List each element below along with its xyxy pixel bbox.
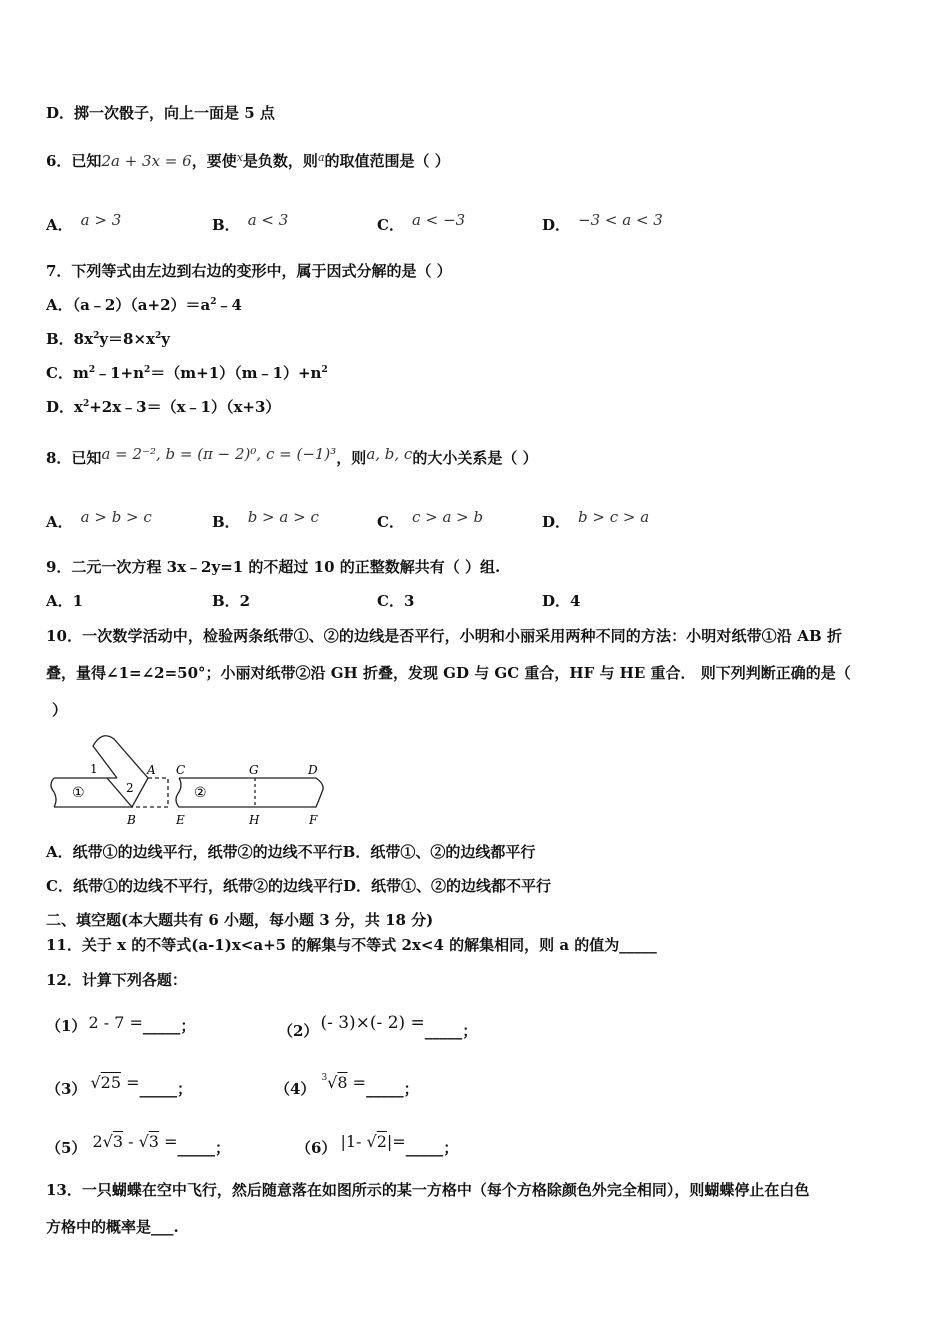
q8-option-a: A． a > b > c [46,508,152,531]
q9-stem: 9．二元一次方程 3x﹣2y=1 的不超过 10 的正整数解共有（ ）组. [46,558,501,576]
q13-line2: 方格中的概率是___. [46,1218,179,1236]
q6-option-c: C． a < −3 [377,211,466,234]
label-A: A [147,763,156,777]
q9-option-b: B．2 [212,592,251,610]
q6-option-d: D． −3 < a < 3 [542,211,663,234]
label-angle-2: 2 [126,781,134,795]
q5-option-d: D．掷一次骰子，向上一面是 5 点 [46,104,275,122]
section-2-heading: 二、填空题(本大题共有 6 小题，每小题 3 分，共 18 分) [46,911,434,929]
q7-option-a: A．$(a﹣2)(a+2)=a^2﹣4$ [46,296,242,314]
q12-part-2: （2） (- 3)×(- 2) =_____； [278,1013,478,1040]
q8-option-b: B． b > a > c [212,508,319,531]
q10-line1: 10．一次数学活动中，检验两条纸带①、②的边线是否平行，小明和小丽采用两种不同的方法：小明对纸带①沿 AB 折 [46,627,843,645]
strip-1-number: ① [72,785,85,801]
q10-options-cd: C．纸带①的边线不平行，纸带②的边线平行D．纸带①、②的边线都不平行 [46,877,551,895]
q7-stem: 7．下列等式由左边到右边的变形中，属于因式分解的是（ ） [46,262,452,280]
strip-2-number: ② [194,785,207,801]
q8-stem: 8．已知a = 2⁻², b = (π − 2)⁰, c = (−1)³，则a, b, c的大小关系是（ ） [46,445,538,467]
q7-option-d: D．$x^2+2x﹣3=(x﹣1)(x+3)$ [46,398,281,416]
q9-option-c: C．3 [377,592,415,610]
q12-stem: 12．计算下列各题： [46,971,187,989]
paper-strips-figure [44,730,334,830]
label-F: F [309,813,318,827]
q12-part-6: （6） |1- √2|=_____； [296,1132,459,1157]
label-E: E [176,813,185,827]
q10-line3: ） [52,701,68,719]
q12-part-3: （3） √25 =_____； [46,1073,193,1098]
q10-line2: 叠，量得∠1=∠2=50°；小丽对纸带②沿 GH 折叠，发现 GD 与 GC 重合，HF 与 HE 重合． 则下列判断正确的是（ [46,664,851,682]
label-D: D [308,763,318,777]
q10-options-ab: A．纸带①的边线平行，纸带②的边线不平行B．纸带①、②的边线都平行 [46,843,536,861]
q13-line1: 13．一只蝴蝶在空中飞行，然后随意落在如图所示的某一方格中（每个方格除颜色外完全相同），则蝴蝶停止在白色 [46,1181,810,1199]
q6-option-b: B． a < 3 [212,211,289,234]
label-H: H [249,813,260,827]
q9-option-d: D．4 [542,592,581,610]
q11-stem: 11．关于 x 的不等式(a-1)x<a+5 的解集与不等式 2x<4 的解集相同，则 a 的值为_____ [46,936,657,954]
label-angle-1: 1 [90,762,98,776]
label-B: B [127,813,136,827]
q12-part-5: （5） 2√3 - √3 =_____； [46,1132,230,1157]
q8-option-c: C． c > a > b [377,508,484,531]
q12-part-1: （1） 2 - 7 =_____； [46,1013,196,1035]
q6-option-a: A． a > 3 [46,211,122,234]
q9-option-a: A．1 [46,592,84,610]
q7-option-c: C．$m^2﹣1+n^2=(m+1)(m﹣1)+n^2$ [46,364,328,382]
q6-stem: 6．已知2a + 3x = 6，要使$^x$是负数，则$^a$的取值范围是（ ） [46,151,450,170]
q8-option-d: D． b > c > a [542,508,650,531]
label-G: G [249,763,259,777]
q7-option-b: B．$8x^2y=8\times x^2y$ [46,330,170,348]
q12-part-4: $(4)^3√8$ =_____； [275,1073,419,1098]
label-C: C [176,763,186,777]
